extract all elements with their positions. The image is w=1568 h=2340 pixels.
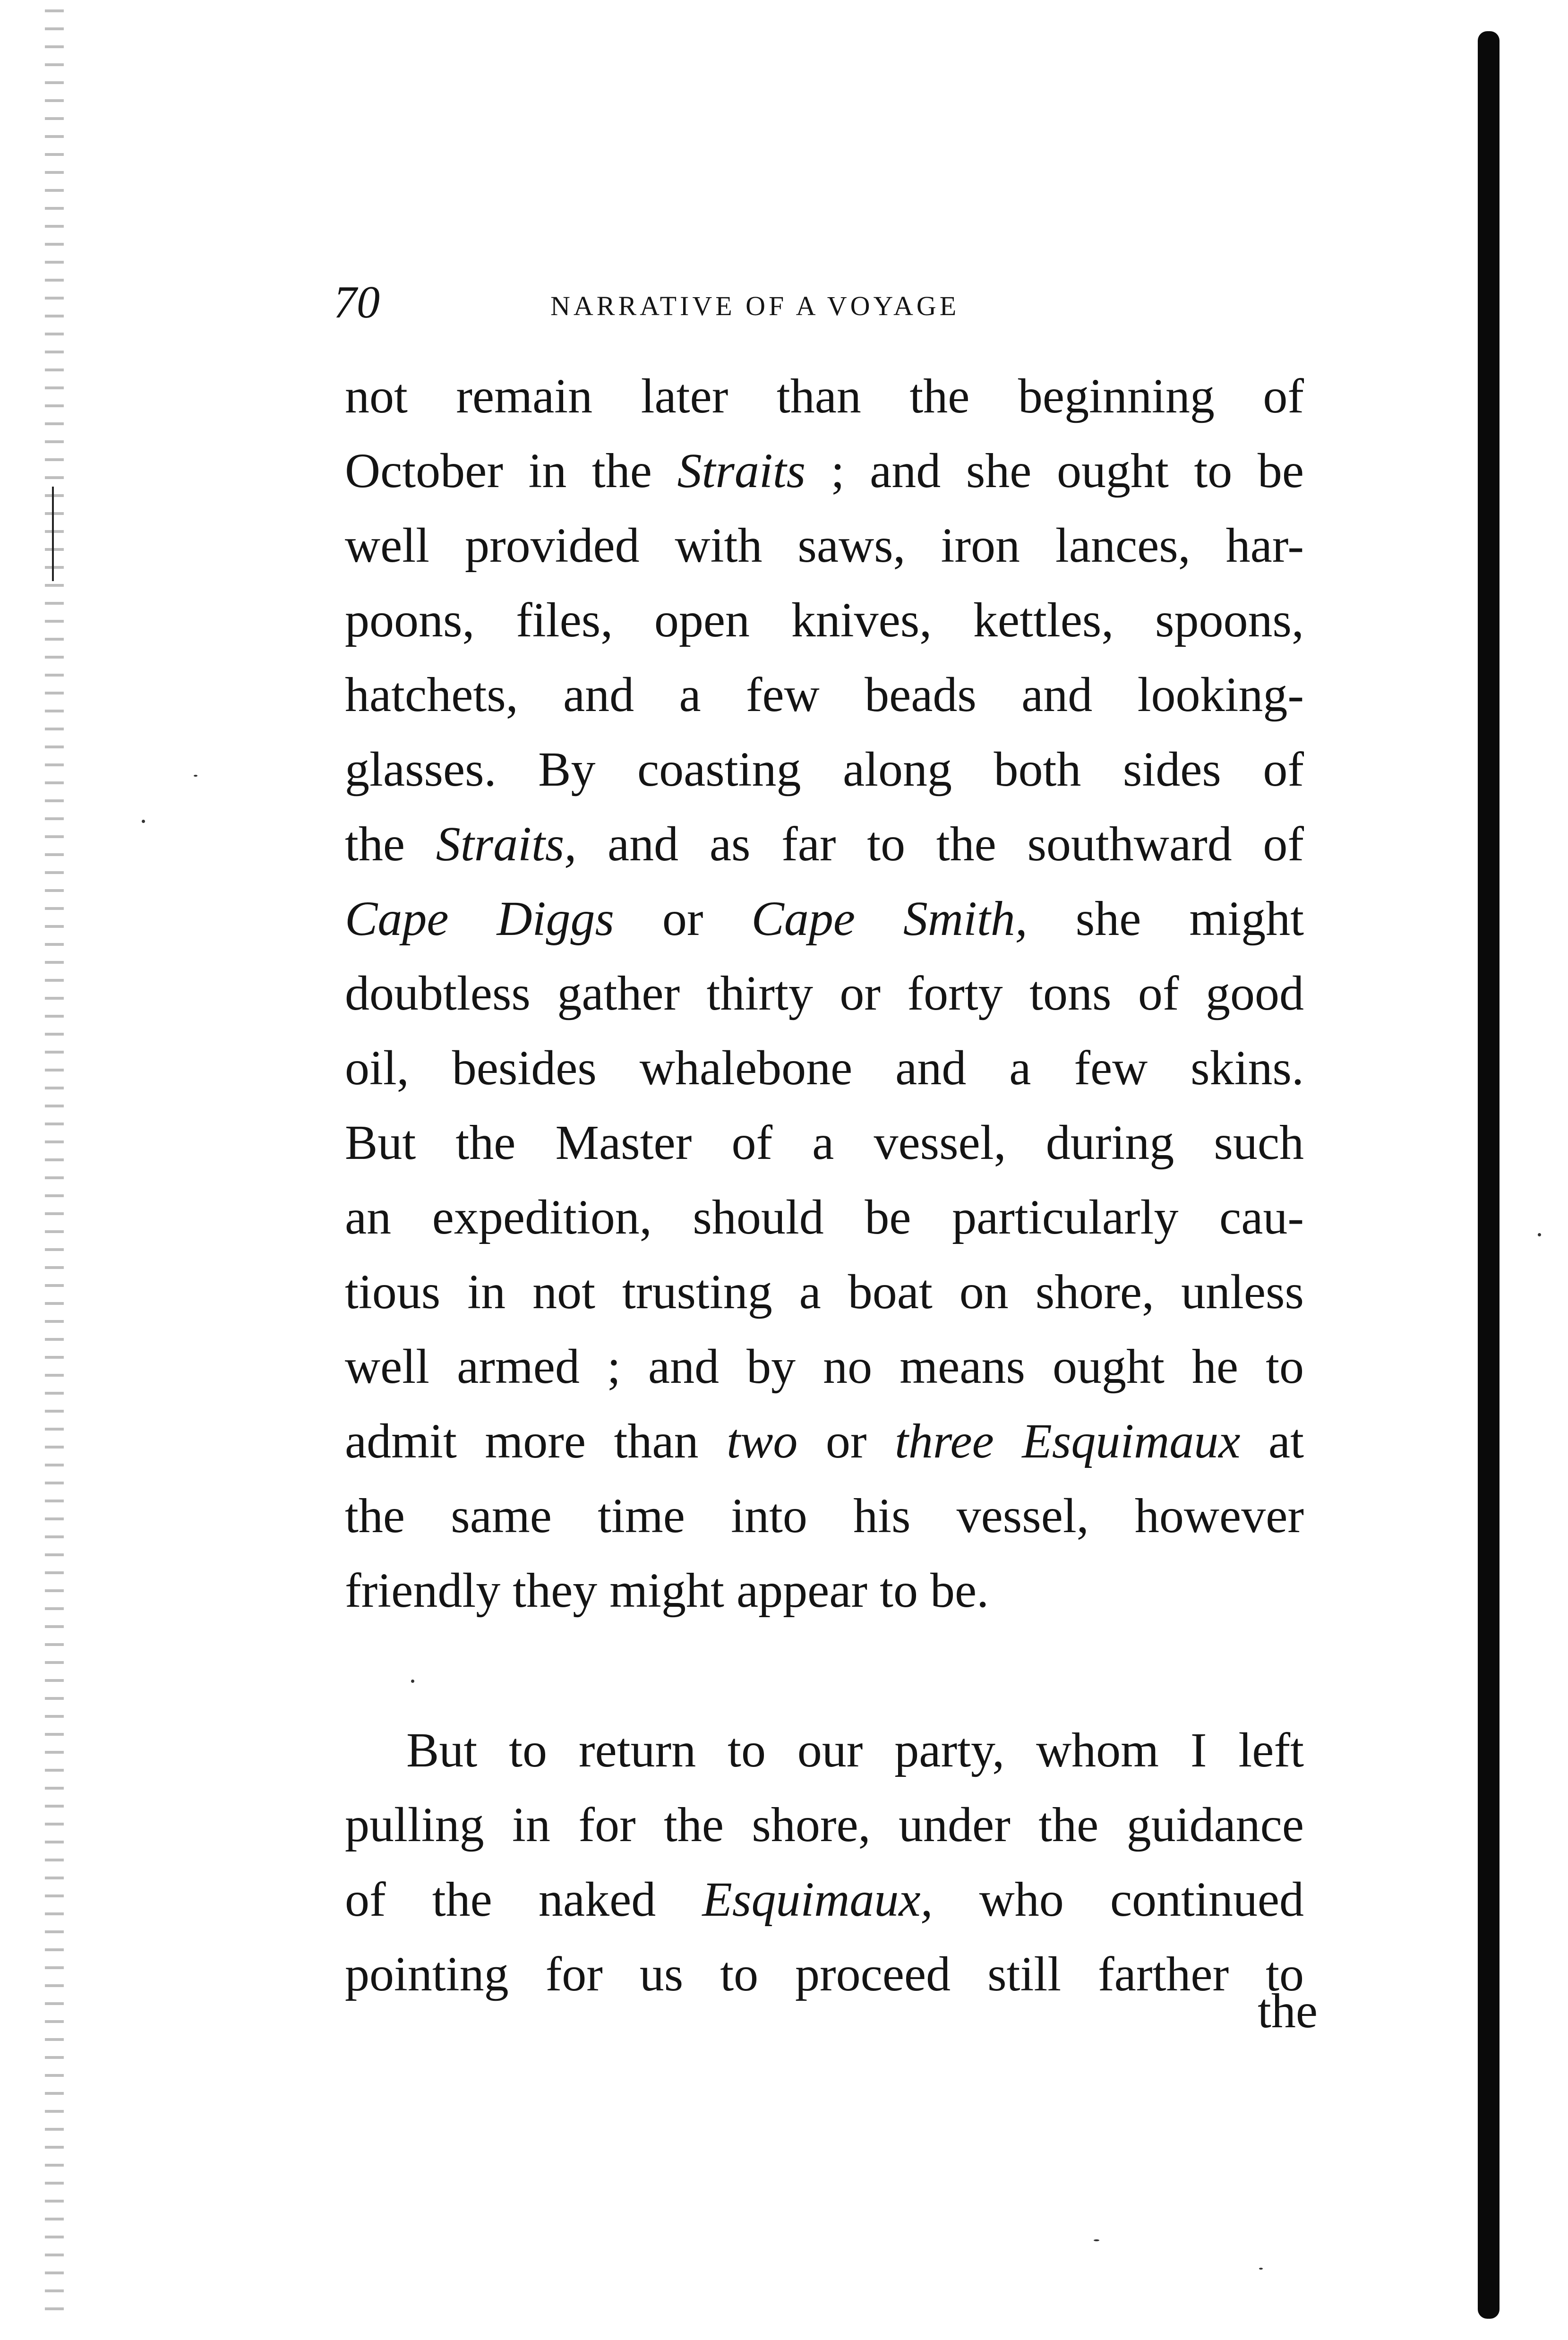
text-line — [345, 1862, 1304, 1937]
scan-speck — [411, 1680, 414, 1683]
scan-speck — [1259, 2268, 1263, 2270]
italic-text: three Esquimaux — [894, 1414, 1241, 1468]
text-line — [345, 1180, 1304, 1255]
text-line — [345, 1713, 1304, 1788]
text-segment: pulling in for the shore, under the guidance — [345, 1798, 1304, 1852]
body-text — [345, 359, 1304, 2012]
catchword: the — [1257, 1984, 1318, 2038]
page-number: 70 — [334, 277, 380, 328]
text-line — [345, 1255, 1304, 1329]
text-segment: But to return to our party, whom I left — [406, 1723, 1304, 1777]
text-segment: poons, files, open knives, kettles, spoons, — [345, 593, 1304, 647]
scan-speck — [142, 820, 145, 823]
text-line — [345, 1553, 1304, 1628]
scan-speck — [1538, 1233, 1541, 1236]
page-header — [331, 276, 1323, 328]
text-line — [345, 583, 1304, 658]
text-segment: the — [345, 817, 436, 871]
running-head: NARRATIVE OF A VOYAGE — [550, 291, 960, 321]
text-segment: or — [614, 891, 752, 946]
text-line — [345, 1479, 1304, 1553]
text-segment: oil, besides whalebone and a few skins. — [345, 1041, 1304, 1095]
text-segment: or — [797, 1414, 895, 1468]
italic-text: Cape Diggs — [345, 891, 614, 946]
text-segment: hatchets, and a few beads and looking- — [345, 668, 1304, 722]
text-line — [345, 882, 1304, 956]
text-segment: not remain later than the beginning of — [345, 369, 1304, 423]
text-line — [345, 359, 1304, 434]
italic-text: Esquimaux, — [702, 1872, 933, 1927]
text-segment: doubtless gather thirty or forty tons of good — [345, 966, 1304, 1020]
scan-speck — [194, 775, 197, 777]
text-segment: pointing for us to proceed still farther to — [345, 1947, 1304, 2001]
binding-edge — [45, 9, 64, 2324]
text-segment: an expedition, should be particularly cau- — [345, 1190, 1304, 1244]
text-line — [345, 1106, 1304, 1180]
text-line — [345, 1404, 1304, 1479]
text-segment: of the naked — [345, 1872, 703, 1927]
text-line — [345, 658, 1304, 732]
text-line — [345, 1788, 1304, 1862]
text-segment: ; and she ought to be — [805, 444, 1304, 498]
binding-mark — [52, 487, 54, 581]
text-line — [345, 1329, 1304, 1404]
scan-speck — [1094, 2239, 1099, 2241]
text-segment: October in the — [345, 444, 677, 498]
italic-text: Straits, — [436, 817, 577, 871]
text-segment: she might — [1027, 891, 1304, 946]
text-line — [345, 1937, 1304, 2012]
text-segment: friendly they might appear to be. — [345, 1563, 989, 1618]
scan-edge-bar — [1478, 31, 1499, 2319]
italic-text: Cape Smith, — [751, 891, 1028, 946]
text-line — [345, 508, 1304, 583]
text-line — [345, 1031, 1304, 1106]
text-segment: admit more than — [345, 1414, 727, 1468]
text-segment: the same time into his vessel, however — [345, 1489, 1304, 1543]
text-segment: well armed ; and by no means ought he to — [345, 1339, 1304, 1394]
text-segment: who continued — [933, 1872, 1304, 1927]
text-segment: well provided with saws, iron lances, har- — [345, 518, 1304, 573]
text-line — [345, 956, 1304, 1031]
text-line — [345, 434, 1304, 508]
text-segment: glasses. By coasting along both sides of — [345, 742, 1304, 797]
text-segment: But the Master of a vessel, during such — [345, 1115, 1304, 1170]
text-segment: and as far to the southward of — [576, 817, 1304, 871]
italic-text: two — [727, 1414, 798, 1468]
italic-text: Straits — [677, 444, 806, 498]
paragraph-gap — [345, 1628, 1304, 1713]
text-segment: at — [1240, 1414, 1304, 1468]
text-line — [345, 732, 1304, 807]
text-segment: tious in not trusting a boat on shore, unless — [345, 1265, 1304, 1319]
text-line — [345, 807, 1304, 882]
